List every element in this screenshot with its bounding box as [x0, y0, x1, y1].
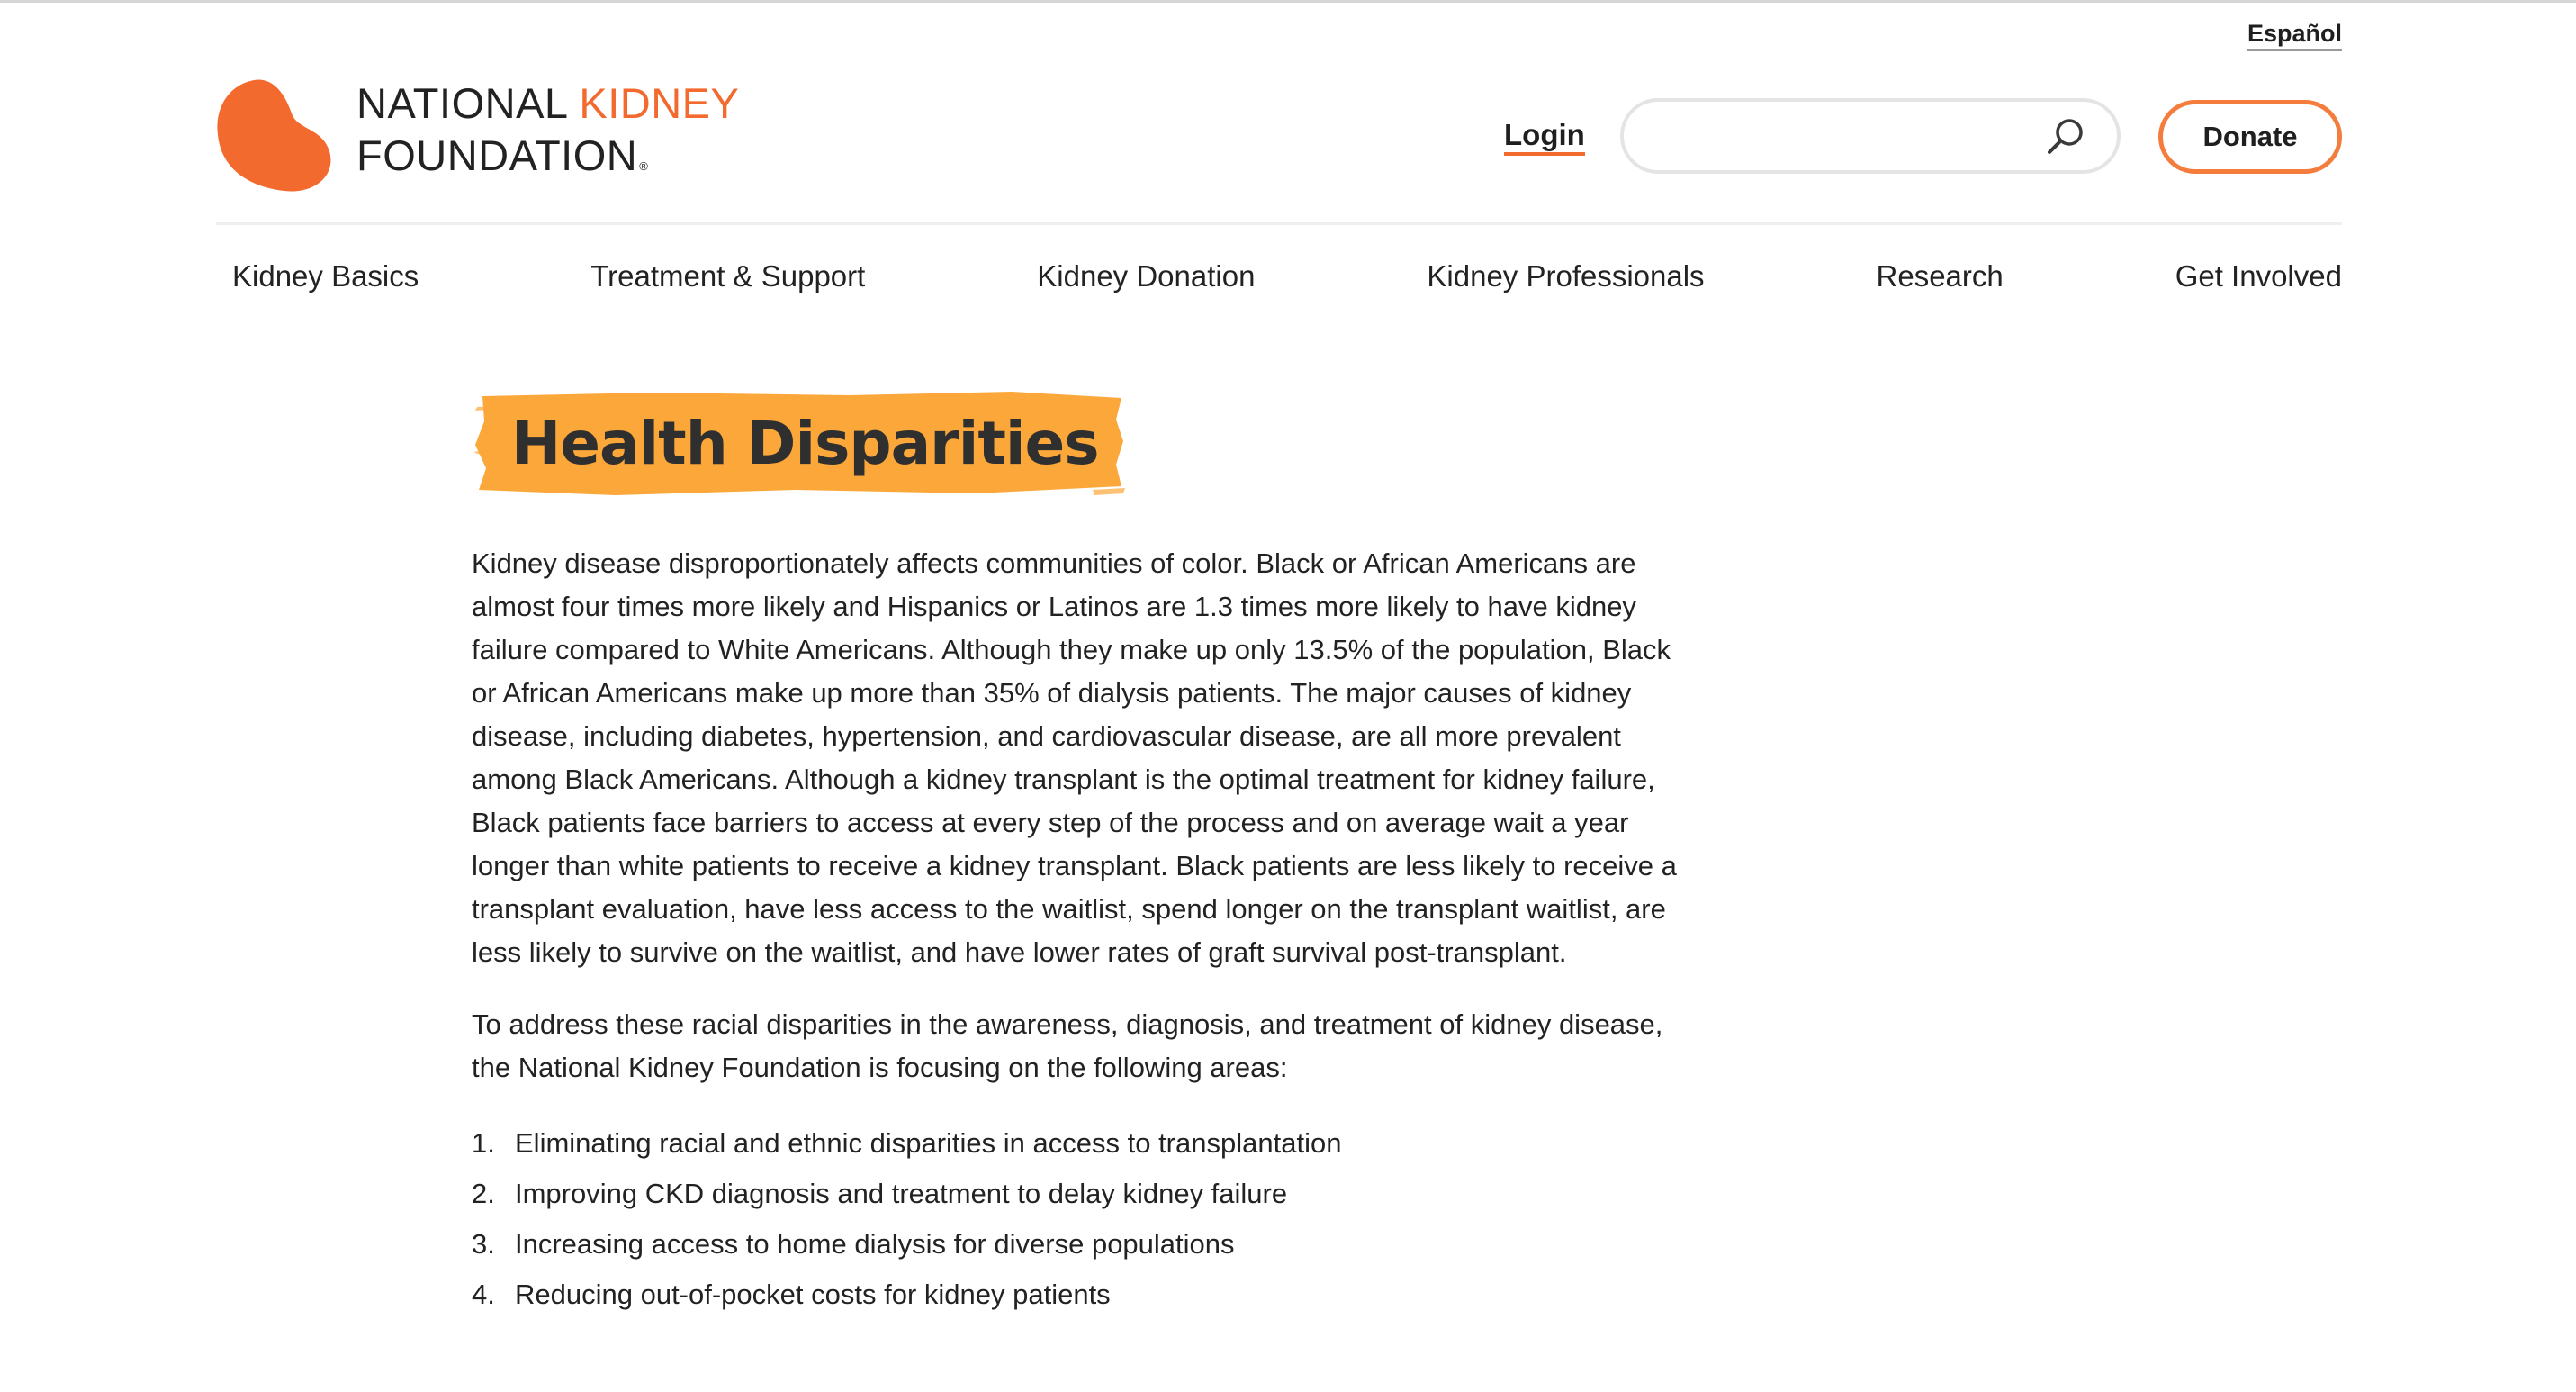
focus-areas-list: [472, 1118, 1696, 1320]
kidney-logo-icon: [216, 76, 335, 194]
search-input[interactable]: [1651, 114, 2032, 159]
list-number: 3.: [472, 1228, 495, 1260]
registered-mark: ®: [639, 159, 649, 173]
search-icon[interactable]: [2045, 116, 2086, 158]
list-number: 4.: [472, 1279, 495, 1310]
list-text: Improving CKD diagnosis and treatment to delay kidney failure: [515, 1178, 1288, 1209]
main-navigation: [232, 259, 2342, 294]
list-text: Eliminating racial and ethnic disparities in access to transplantation: [515, 1127, 1342, 1159]
logo-line1-accent: KIDNEY: [579, 79, 740, 127]
page-title: Health Disparities: [511, 409, 1099, 478]
list-item: [472, 1118, 1696, 1169]
espanol-link[interactable]: Español: [2247, 18, 2342, 51]
nav-item-treatment-support[interactable]: Treatment & Support: [590, 259, 866, 293]
login-link[interactable]: Login: [1504, 118, 1585, 156]
list-item: [472, 1270, 1696, 1320]
list-text: Reducing out-of-pocket costs for kidney patients: [515, 1279, 1111, 1310]
nav-item-kidney-donation[interactable]: Kidney Donation: [1037, 259, 1256, 293]
nkf-logo[interactable]: [216, 76, 739, 194]
search-box[interactable]: [1620, 98, 2121, 174]
logo-wordmark: [356, 77, 739, 193]
nav-item-kidney-basics[interactable]: Kidney Basics: [232, 259, 419, 293]
logo-line2: FOUNDATION: [356, 131, 638, 179]
nav-item-get-involved[interactable]: Get Involved: [2175, 259, 2342, 293]
list-text: Increasing access to home dialysis for diverse populations: [515, 1228, 1235, 1260]
list-item: [472, 1169, 1696, 1219]
donate-button[interactable]: Donate: [2158, 100, 2342, 174]
header-divider: [216, 222, 2342, 225]
page-title-block: [472, 389, 1125, 499]
top-border: [0, 0, 2576, 3]
nav-item-research[interactable]: Research: [1876, 259, 2004, 293]
intro-paragraph: Kidney disease disproportionately affects communities of color. Black or African Americans are almost four times more likely and Hispanics or Latinos are 1.3 times more likely to have kidney failure compared to White Americans. Although they make up only 13.5% of the population, Black or African Americans make up more than 35% of dialysis patients. The major causes of kidney disease, including diabetes, hypertension, and cardiovascular disease, are all more prevalent among Black Americans. Although a kidney transplant is the optimal treatment for kidney failure, Black patients face barriers to access at every step of the process and on average wait a year longer than white patients to receive a kidney transplant. Black patients are less likely to receive a transplant evaluation, have less access to the waitlist, spend longer on the transplant waitlist, are less likely to survive on the waitlist, and have lower rates of graft survival post-transplant.: [472, 547, 1677, 968]
nav-item-kidney-professionals[interactable]: Kidney Professionals: [1427, 259, 1705, 293]
list-number: 2.: [472, 1178, 495, 1209]
logo-line1-plain: NATIONAL: [356, 79, 580, 127]
list-number: 1.: [472, 1127, 495, 1159]
main-content: [472, 542, 1696, 1320]
focus-intro-paragraph: To address these racial disparities in the awareness, diagnosis, and treatment of kidney disease, the National Kidney Foundation is focusing on the following areas:: [472, 1008, 1663, 1083]
list-item: [472, 1219, 1696, 1270]
